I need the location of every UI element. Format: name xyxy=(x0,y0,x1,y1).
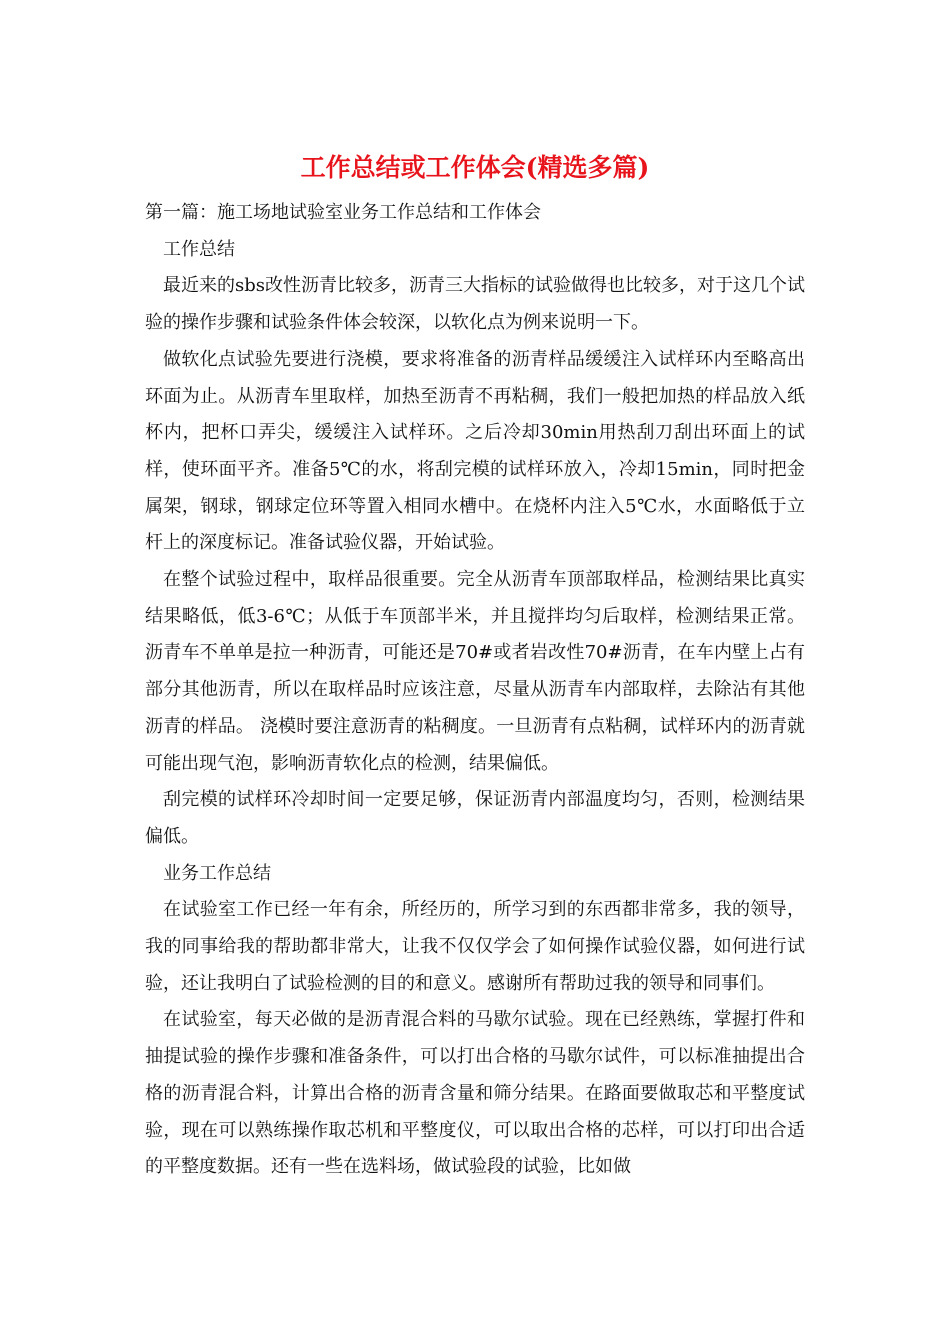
subheading-business-summary: 业务工作总结 xyxy=(163,862,271,884)
paragraph: 在整个试验过程中，取样品很重要。完全从沥青车顶部取样品，检测结果比真实结果略低，低3-6℃；从低于车顶部半米，并且搅拌均匀后取样，检测结果正常。沥青车不单单是拉一种沥青，可能还是70#或者岩改性70#沥青，在车内壁上占有部分其他沥青，所以在取样品时应该注意，尽量从沥青车内部取样，去除沾有其他沥青的样品。 浇模时要注意沥青的粘稠度。一旦沥青有点粘稠，试样环内的沥青就可能出现气泡，影响沥青软化点的检测，结果偏低。 xyxy=(145,569,805,774)
paragraph: 最近来的sbs改性沥青比较多，沥青三大指标的试验做得也比较多，对于这几个试验的操作步骤和试验条件体会较深，以软化点为例来说明一下。 xyxy=(145,275,805,334)
paragraph: 在试验室工作已经一年有余，所经历的，所学习到的东西都非常多，我的领导，我的同事给我的帮助都非常大，让我不仅仅学会了如何操作试验仪器，如何进行试验，还让我明白了试验检测的目的和意义。感谢所有帮助过我的领导和同事们。 xyxy=(145,899,805,994)
document-body xyxy=(145,195,805,1186)
section-heading: 第一篇：施工场地试验室业务工作总结和工作体会 xyxy=(145,202,541,223)
paragraph: 做软化点试验先要进行浇模，要求将准备的沥青样品缓缓注入试样环内至略高出环面为止。从沥青车里取样，加热至沥青不再粘稠，我们一般把加热的样品放入纸杯内，把杯口弄尖，缓缓注入试样环。之后冷却30min用热刮刀刮出环面上的试样，使环面平齐。准备5℃的水，将刮完模的试样环放入，冷却15min，同时把金属架，钢球，钢球定位环等置入相同水槽中。在烧杯内注入5℃水，水面略低于立杆上的深度标记。准备试验仪器，开始试验。 xyxy=(145,348,805,554)
paragraph: 在试验室，每天必做的是沥青混合料的马歇尔试验。现在已经熟练，掌握打件和抽提试验的操作步骤和准备条件，可以打出合格的马歇尔试件，可以标准抽提出合格的沥青混合料，计算出合格的沥青含量和筛分结果。在路面要做取芯和平整度试验，现在可以熟练操作取芯机和平整度仪，可以取出合格的芯样，可以打印出合适的平整度数据。还有一些在选料场，做试验段的试验，比如做 xyxy=(145,1009,805,1178)
document-title: 工作总结或工作体会(精选多篇) xyxy=(300,153,650,182)
subheading-work-summary: 工作总结 xyxy=(163,238,235,260)
paragraph: 刮完模的试样环冷却时间一定要足够，保证沥青内部温度均匀，否则，检测结果偏低。 xyxy=(145,789,805,847)
